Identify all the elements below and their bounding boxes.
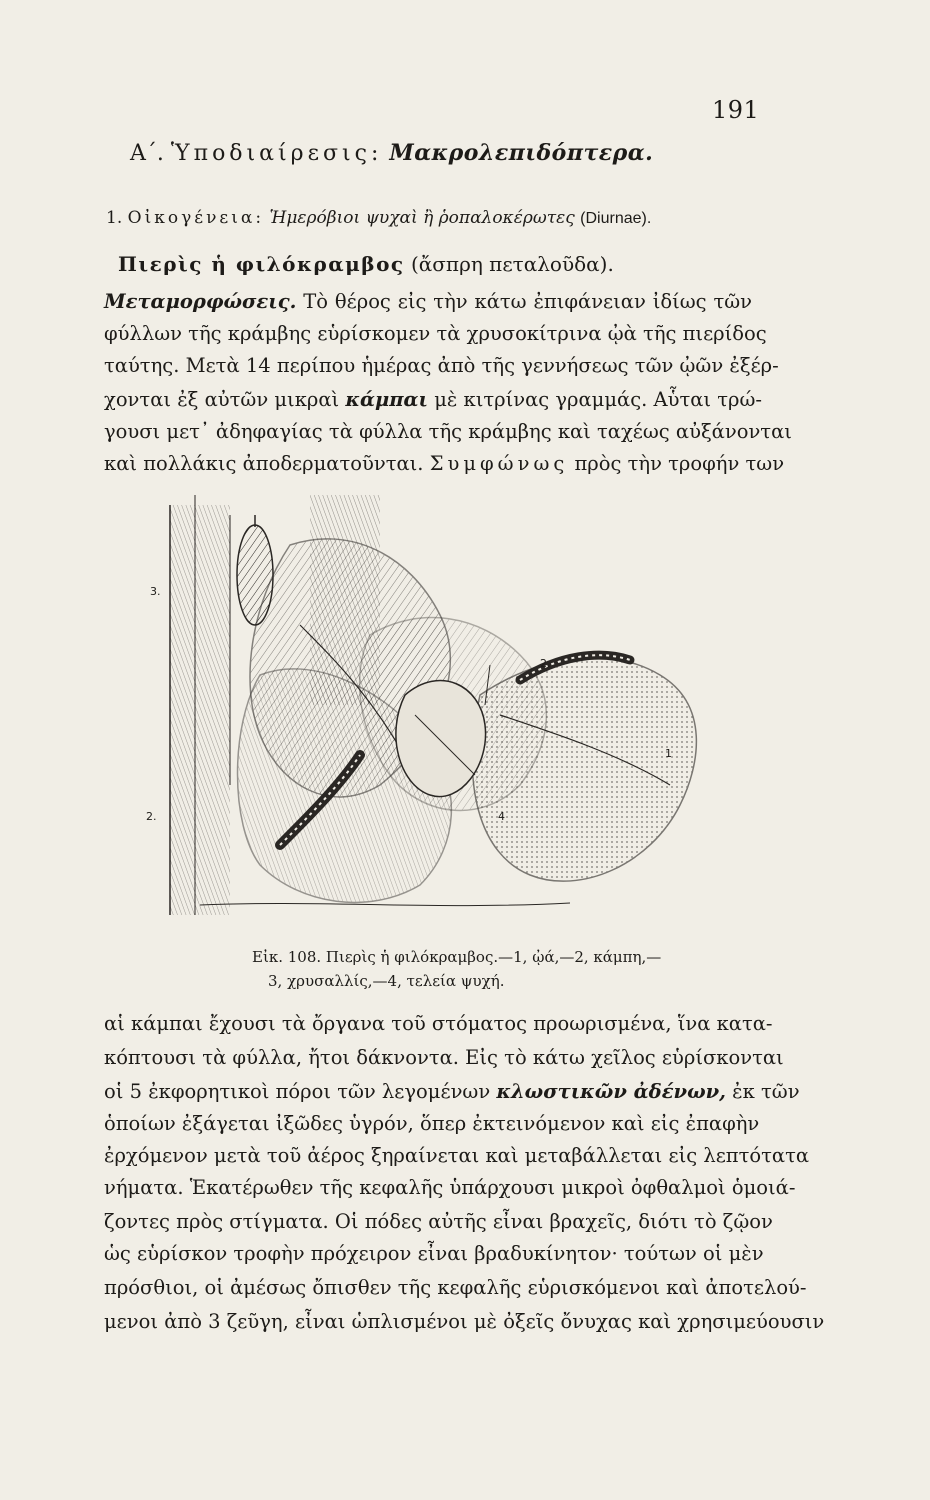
text-span: χονται ἐξ αὐτῶν μικραὶ bbox=[104, 388, 340, 411]
family-name: Ἡμερόβιοι ψυχαὶ ἢ ῥοπαλοκέρωτες bbox=[269, 208, 575, 228]
text-line: νήματα. Ἑκατέρωθεν τῆς κεφαλῆς ὑπάρχουσι μικροὶ ὀφθαλμοὶ ὁμοιά- bbox=[104, 1176, 796, 1199]
figure-caption-line: Εἰκ. 108. Πιερὶς ἡ φιλόκραμβος.—1, ᾠά,—2, κάμπη,— bbox=[252, 948, 662, 966]
family-latin-name: (Diurnae). bbox=[580, 210, 652, 227]
text-line: ὁποίων ἐξάγεται ἰξῶδες ὑγρόν, ὅπερ ἐκτεινόμενον καὶ εἰς ἐπαφὴν bbox=[104, 1112, 760, 1135]
page-number: 191 bbox=[712, 96, 760, 124]
text-line bbox=[104, 290, 752, 313]
text-span: ἐκ τῶν bbox=[732, 1080, 800, 1103]
text-line: ὡς εὑρίσκον τροφὴν πρόχειρον εἶναι βραδυκίνητον· τούτων οἱ μὲν bbox=[104, 1242, 764, 1265]
section-prefix: Α΄. bbox=[130, 141, 164, 166]
species-common-name: (ἄσπρη πεταλοῦδα). bbox=[410, 252, 614, 276]
figure-label-caterpillar-lower: 2. bbox=[146, 810, 157, 823]
figure-label-chrysalis: 3. bbox=[150, 585, 161, 598]
species-name: Πιερὶς ἡ φιλόκραμβος bbox=[118, 252, 405, 276]
text-span: καὶ πολλάκις ἀποδερματοῦνται. bbox=[104, 452, 424, 475]
text-span: πρὸς τὴν τροφήν των bbox=[574, 452, 785, 475]
metamorphosis-term: Μεταμορφώσεις. bbox=[104, 290, 297, 313]
text-line: αἱ κάμπαι ἔχουσι τὰ ὄργανα τοῦ στόματος προωρισμένα, ἵνα κατα- bbox=[104, 1012, 773, 1035]
text-line bbox=[104, 1080, 800, 1103]
species-heading bbox=[118, 252, 614, 276]
section-title: Μακρολεπιδόπτερα. bbox=[389, 140, 654, 166]
section-heading bbox=[130, 140, 653, 166]
text-line: μενοι ἀπὸ 3 ζεῦγη, εἶναι ὡπλισμένοι μὲ ὀξεῖς ὄνυχας καὶ χρησιμεύουσιν bbox=[104, 1310, 825, 1333]
figure-label-butterfly: 4 bbox=[498, 810, 505, 823]
text-line: ἐρχόμενον μετὰ τοῦ ἀέρος ξηραίνεται καὶ μεταβάλλεται εἰς λεπτότατα bbox=[104, 1144, 810, 1167]
figure-label-eggs: 1 bbox=[665, 747, 672, 760]
spaced-word: Συμφώνως bbox=[429, 452, 569, 475]
text-span: οἱ 5 ἐκφορητικοὶ πόροι τῶν λεγομένων bbox=[104, 1080, 491, 1103]
figure-caption-line: 3, χρυσαλλίς,—4, τελεία ψυχή. bbox=[268, 972, 505, 990]
section-label: Ὑποδιαίρεσις: bbox=[170, 141, 383, 166]
silk-glands-term: κλωστικῶν ἀδένων, bbox=[496, 1080, 726, 1103]
text-line bbox=[104, 388, 762, 411]
figure-label-caterpillar-upper: 2. bbox=[540, 657, 551, 670]
text-line: ταύτης. Μετὰ 14 περίπου ἡμέρας ἀπὸ τῆς γεννήσεως τῶν ᾠῶν ἐξέρ- bbox=[104, 354, 779, 377]
cabbage-butterfly-illustration bbox=[140, 485, 800, 925]
family-label: Οἰκογένεια: bbox=[127, 208, 265, 228]
text-span: μὲ κιτρίνας γραμμάς. Αὗται τρώ- bbox=[434, 388, 762, 411]
figure-illustration bbox=[140, 485, 800, 925]
text-line: φύλλων τῆς κράμβης εὑρίσκομεν τὰ χρυσοκίτρινα ᾠὰ τῆς πιερίδος bbox=[104, 322, 767, 345]
text-line: πρόσθιοι, οἱ ἀμέσως ὄπισθεν τῆς κεφαλῆς εὑρισκόμενοι καὶ ἀποτελού- bbox=[104, 1276, 807, 1299]
text-line: κόπτουσι τὰ φύλλα, ἤτοι δάκνοντα. Εἰς τὸ κάτω χεῖλος εὑρίσκονται bbox=[104, 1046, 784, 1069]
text-span: Τὸ θέρος εἰς τὴν κάτω ἐπιφάνειαν ἰδίως τῶν bbox=[303, 290, 752, 313]
caterpillar-term: κάμπαι bbox=[345, 388, 428, 411]
family-heading bbox=[106, 208, 651, 228]
family-number: 1. bbox=[106, 208, 123, 228]
text-line: ζοντες πρὸς στίγματα. Οἱ πόδες αὐτῆς εἶναι βραχεῖς, διότι τὸ ζῷον bbox=[104, 1210, 773, 1233]
text-line: γουσι μετ᾽ ἀδηφαγίας τὰ φύλλα τῆς κράμβης καὶ ταχέως αὐξάνονται bbox=[104, 420, 792, 443]
text-line bbox=[104, 452, 785, 475]
